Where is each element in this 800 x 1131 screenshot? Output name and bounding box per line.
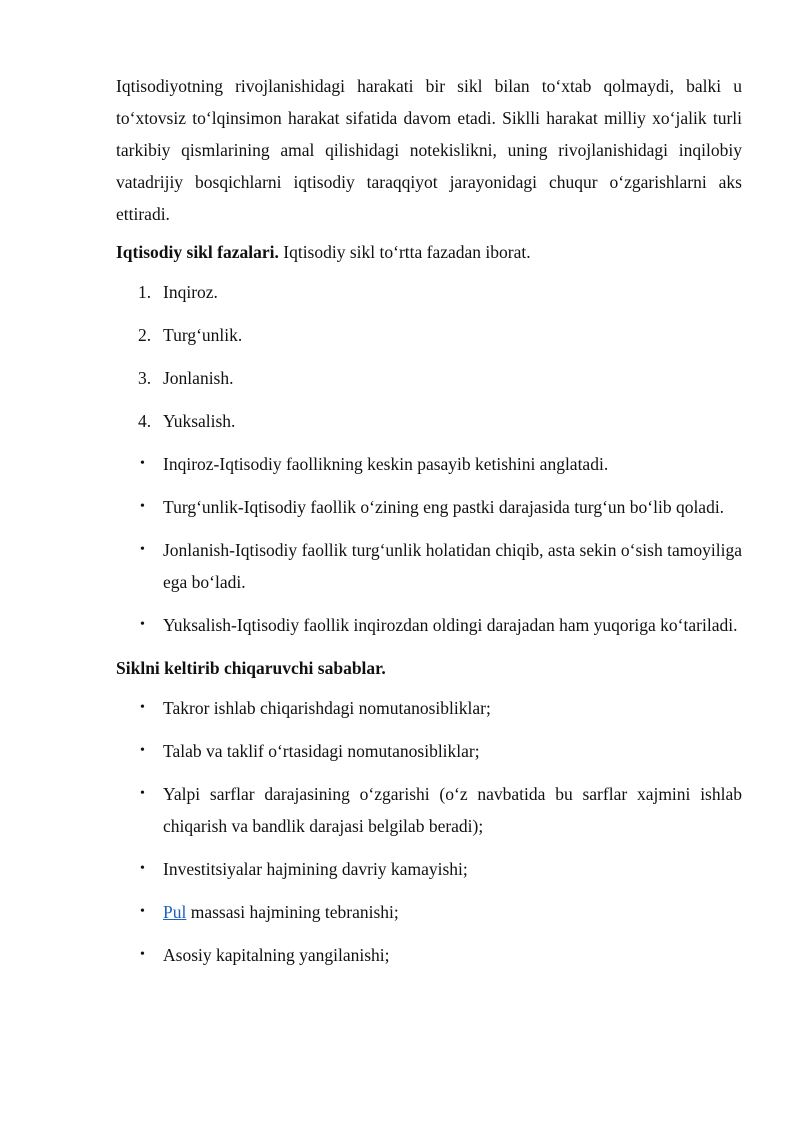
bullet-icon: • — [140, 499, 145, 514]
bullet-icon: • — [140, 700, 145, 715]
phases-heading: Iqtisodiy sikl fazalari. — [116, 242, 279, 262]
causes-heading: Siklni keltirib chiqaruvchi sabablar. — [116, 658, 386, 678]
list-item-text: Investitsiyalar hajmining davriy kamayishi; — [163, 859, 468, 879]
list-item — [116, 735, 742, 767]
phase-list — [116, 276, 742, 437]
intro-paragraph: Iqtisodiyotning rivojlanishidagi harakati bir sikl bilan to‘xtab qolmaydi, balki u to‘xtovsiz to‘lqinsimon harakat sifatida davom etadi. Siklli harakat milliy xo‘jalik turli tarkibiy qismlarining amal qilishidagi notekislikni, uning rivojlanishidagi inqilobiy vatadrijiy bosqichlarni iqtisodiy taraqqiyot jarayonidagi chuqur o‘zgarishlarni aks ettiradi. — [116, 76, 742, 224]
list-item — [116, 692, 742, 724]
list-item — [116, 448, 742, 480]
document-page — [116, 70, 742, 982]
pul-link[interactable]: Pul — [163, 902, 187, 922]
list-item-text: Asosiy kapitalning yangilanishi; — [163, 945, 390, 965]
causes-heading-line — [116, 652, 742, 684]
list-item-label: Jonlanish. — [163, 368, 234, 388]
list-item-label: Turg‘unlik. — [163, 325, 243, 345]
bullet-icon: • — [140, 947, 145, 962]
list-item — [116, 853, 742, 885]
list-item — [116, 778, 742, 842]
causes-list — [116, 692, 742, 971]
phases-heading-line — [116, 236, 742, 268]
list-number: 2. — [138, 325, 152, 345]
phases-heading-text: Iqtisodiy sikl to‘rtta fazadan iborat. — [278, 242, 531, 262]
list-item-text: Inqiroz-Iqtisodiy faollikning keskin pasayib ketishini anglatadi. — [163, 454, 609, 474]
list-item-text: Yalpi sarflar darajasining o‘zgarishi (o‘z navbatida bu sarflar xajmini ishlab chiqarish va bandlik darajasi belgilab beradi); — [163, 784, 742, 836]
list-item — [116, 362, 742, 394]
bullet-icon: • — [140, 861, 145, 876]
list-item-text: Jonlanish-Iqtisodiy faollik turg‘unlik holatidan chiqib, asta sekin o‘sish tamoyiliga ega bo‘ladi. — [163, 540, 742, 592]
bullet-icon: • — [140, 542, 145, 557]
list-item-label: Inqiroz. — [163, 282, 218, 302]
bullet-icon: • — [140, 786, 145, 801]
list-number: 1. — [138, 282, 152, 302]
list-item-text: massasi hajmining tebranishi; — [186, 902, 399, 922]
list-item-text: Takror ishlab chiqarishdagi nomutanosibliklar; — [163, 698, 491, 718]
list-item — [116, 405, 742, 437]
list-number: 3. — [138, 368, 152, 388]
list-item — [116, 319, 742, 351]
list-item — [116, 939, 742, 971]
list-item — [116, 609, 742, 641]
bullet-icon: • — [140, 456, 145, 471]
list-number: 4. — [138, 411, 152, 431]
list-item-label: Yuksalish. — [163, 411, 236, 431]
list-item-text: Turg‘unlik-Iqtisodiy faollik o‘zining eng pastki darajasida turg‘un bo‘lib qoladi. — [163, 497, 725, 517]
list-item-text: Talab va taklif o‘rtasidagi nomutanosibliklar; — [163, 741, 480, 761]
bullet-icon: • — [140, 743, 145, 758]
bullet-icon: • — [140, 617, 145, 632]
list-item — [116, 276, 742, 308]
phase-description-list — [116, 448, 742, 641]
list-item — [116, 534, 742, 598]
list-item — [116, 491, 742, 523]
list-item-text: Yuksalish-Iqtisodiy faollik inqirozdan oldingi darajadan ham yuqoriga ko‘tariladi. — [163, 615, 738, 635]
bullet-icon: • — [140, 904, 145, 919]
list-item — [116, 896, 742, 928]
